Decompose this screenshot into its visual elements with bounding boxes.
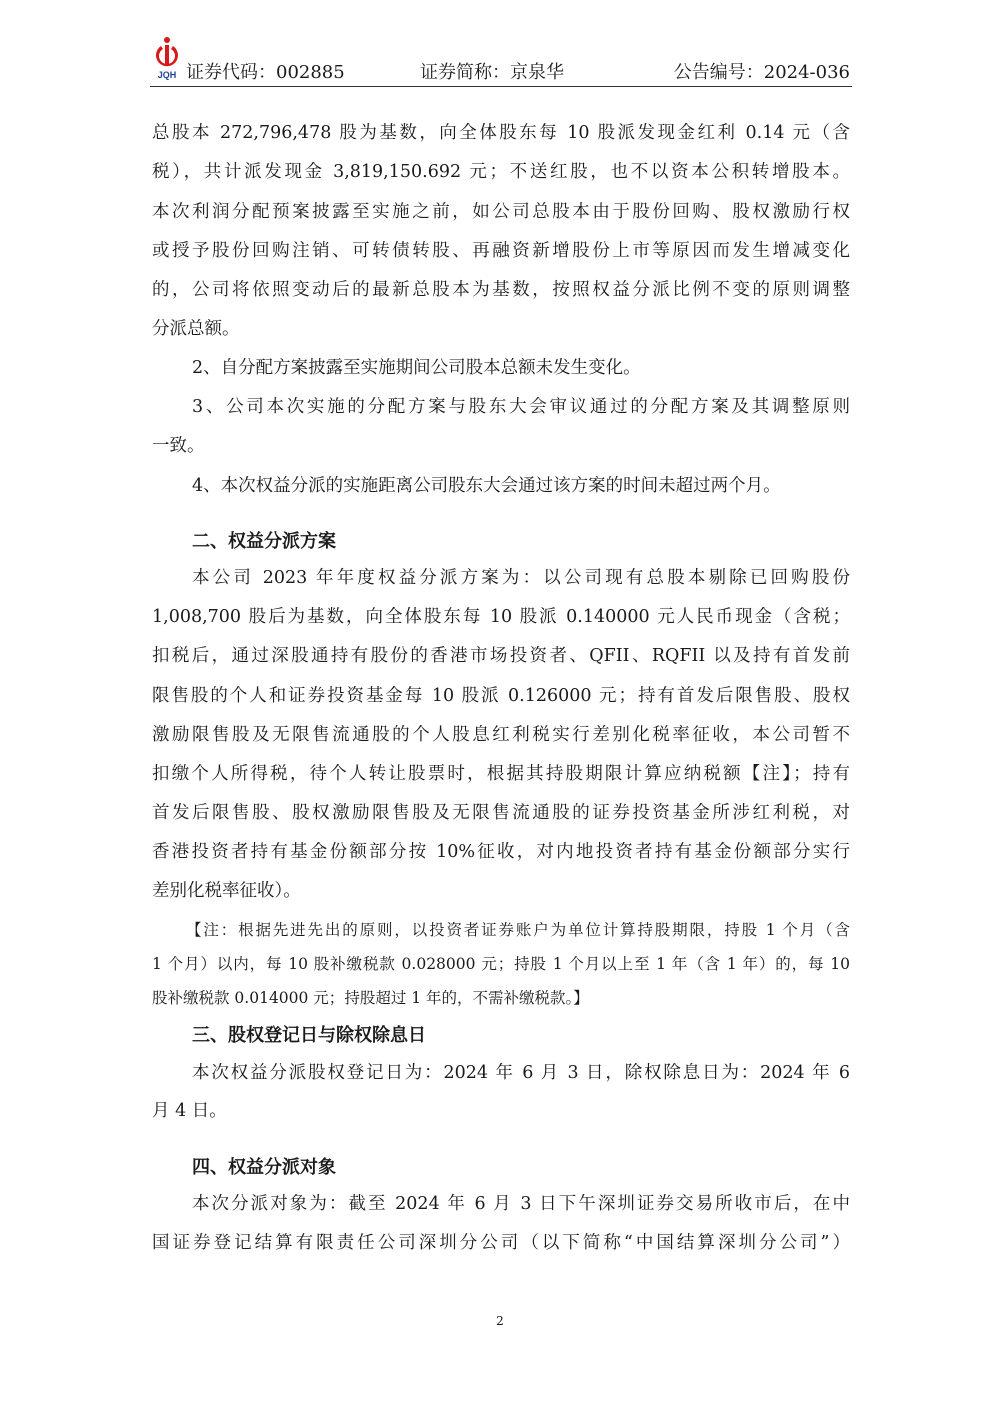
text-line: 2、自分配方案披露至实施期间公司股本总额未发生变化。 [192,358,641,378]
note-line: 股补缴税款 0.014000 元；持股超过 1 年的，不需补缴税款。】 [152,989,589,1007]
text-line: 扣税后，通过深股通持有股份的香港市场投资者、QFII、RQFII 以及持有首发前 [152,646,850,666]
text-line: 月 4 日。 [152,1101,227,1121]
text-line: 分派总额。 [152,319,240,339]
announcement-number: 公告编号：2024-036 [673,62,850,83]
text-line: 本次权益分派股权登记日为：2024 年 6 月 3 日，除权除息日为：2024 年 6 [192,1063,850,1083]
page-number: 2 [496,1314,504,1328]
text-line: 本次分派对象为：截至 2024 年 6 月 3 日下午深圳证券交易所收市后，在中 [192,1194,850,1214]
note-line: 1 个月）以内，每 10 股补缴税款 0.028000 元；持股 1 个月以上至 1 年（含 1 年）的，每 10 [152,955,850,973]
text-line: 首发后限售股、股权激励限售股及无限售流通股的证券投资基金所涉红利税，对 [152,803,850,823]
text-line: 差别化税率征收）。 [152,881,301,901]
company-logo [152,36,182,80]
text-line: 3、公司本次实施的分配方案与股东大会审议通过的分配方案及其调整原则 [192,397,850,417]
text-line: 本公司 2023 年年度权益分派方案为：以公司现有总股本剔除已回购股份 [192,568,850,588]
text-line: 的，公司将依照变动后的最新总股本为基数，按照权益分派比例不变的原则调整 [152,280,850,300]
text-line: 香港投资者持有基金份额部分按 10%征收，对内地投资者持有基金份额部分实行 [152,842,850,862]
text-line: 税），共计派发现金 3,819,150.692 元；不送红股，也不以资本公积转增股本。 [152,162,850,182]
text-line: 一致。 [152,436,205,456]
svg-text:JQH: JQH [157,70,177,80]
header-rule [150,86,852,87]
text-line: 4、本次权益分派的实施距离公司股东大会通过该方案的时间未超过两个月。 [192,476,781,496]
text-line: 激励限售股及无限售流通股的个人股息红利税实行差别化税率征收，本公司暂不 [152,725,850,745]
text-line: 国证券登记结算有限责任公司深圳分公司（以下简称“中国结算深圳分公司”） [152,1233,850,1253]
stock-name: 证券简称：京泉华 [420,62,564,83]
text-line: 扣缴个人所得税，待个人转让股票时，根据其持股期限计算应纳税额【注】；持有 [152,764,850,784]
text-line: 或授予股份回购注销、可转债转股、再融资新增股份上市等原因而发生增减变化 [152,241,850,261]
stock-code: 证券代码：002885 [186,62,345,83]
note-line: 【注：根据先进先出的原则，以投资者证券账户为单位计算持股期限，持股 1 个月（含 [186,921,850,939]
section-heading: 二、权益分派方案 [192,531,336,552]
section-heading: 四、权益分派对象 [192,1157,336,1178]
text-line: 限售股的个人和证券投资基金每 10 股派 0.126000 元；持有首发后限售股、股权 [152,686,850,706]
section-heading: 三、股权登记日与除权除息日 [192,1025,426,1046]
text-line: 1,008,700 股后为基数，向全体股东每 10 股派 0.140000 元人民币现金（含税； [152,607,850,627]
text-line: 本次利润分配预案披露至实施之前，如公司总股本由于股份回购、股权激励行权 [152,202,850,222]
text-line: 总股本 272,796,478 股为基数，向全体股东每 10 股派发现金红利 0.14 元（含 [152,123,850,143]
